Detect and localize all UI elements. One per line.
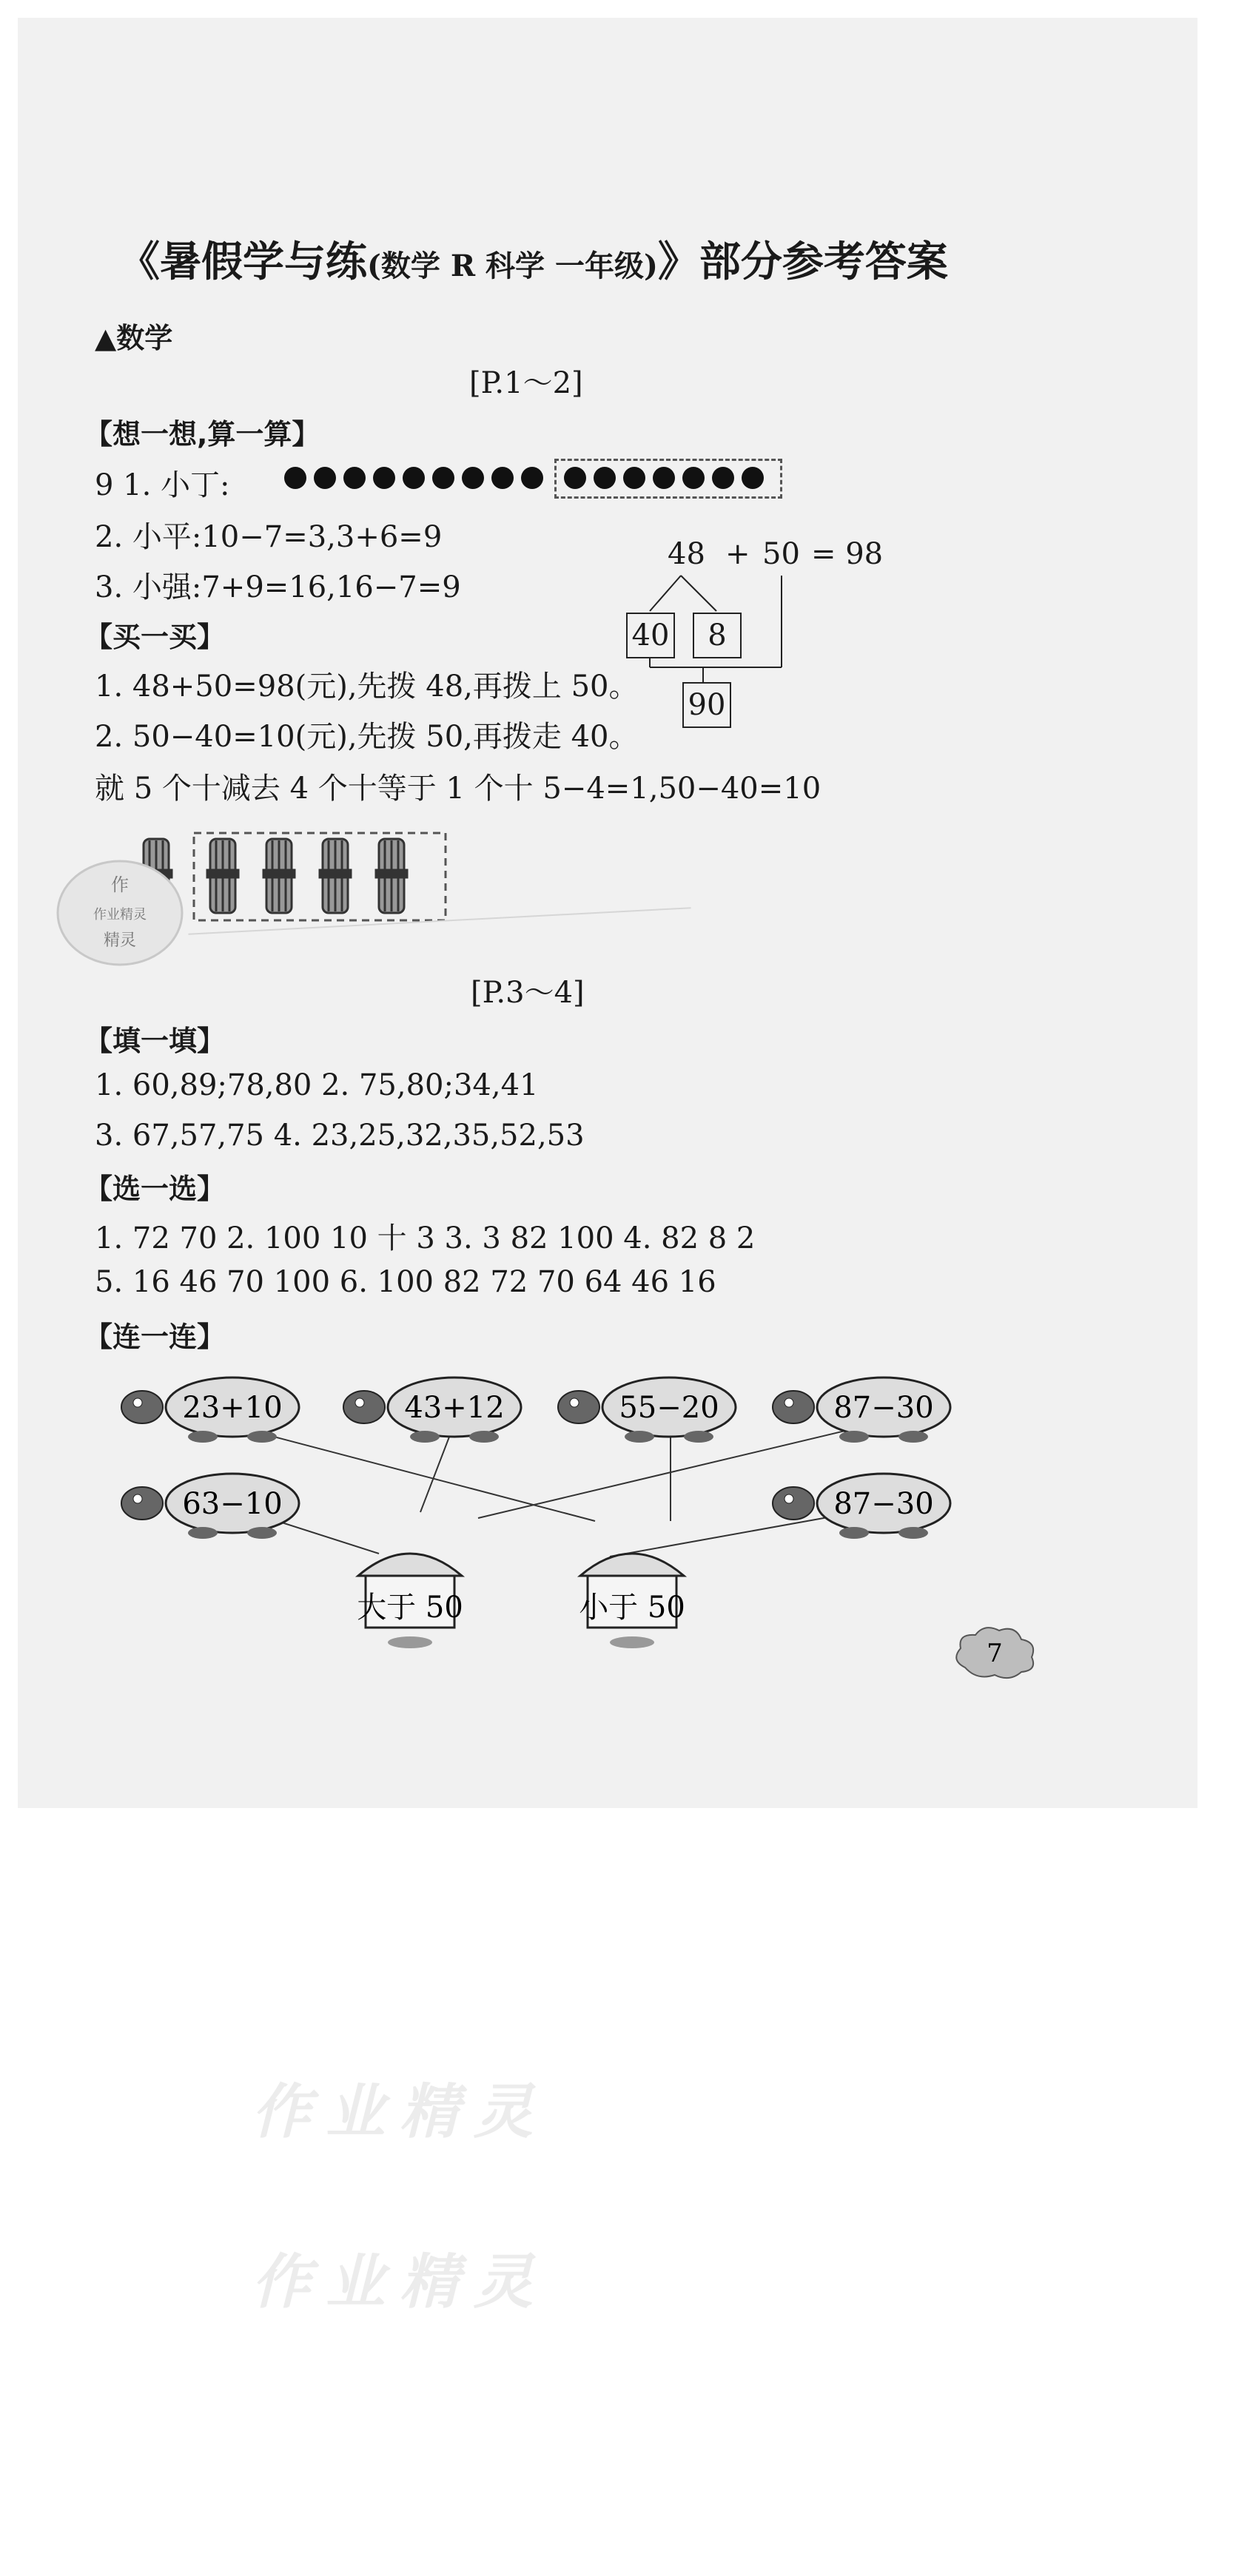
page-number: 7 bbox=[987, 1639, 1003, 1668]
turtle-label: 55−20 bbox=[619, 1391, 719, 1425]
title-subtitle: (数学 R 科学 一年级) bbox=[367, 249, 658, 283]
stick-bundle bbox=[207, 839, 238, 913]
turtle-label: 87−30 bbox=[833, 1391, 934, 1425]
counting-dot bbox=[594, 467, 616, 489]
line-xiaoping: 2. 小平:10−7=3,3+6=9 bbox=[95, 520, 443, 554]
choose-line-1: 1. 72 70 2. 100 10 十 3 3. 3 82 100 4. 82 8 2 bbox=[95, 1221, 756, 1255]
counting-dot bbox=[491, 467, 514, 489]
counting-dot bbox=[432, 467, 454, 489]
split-box-40: 40 bbox=[626, 613, 675, 658]
counting-dot bbox=[564, 467, 586, 489]
homework-stamp bbox=[53, 854, 187, 972]
fill-line-1: 1. 60,89;78,80 2. 75,80;34,41 bbox=[95, 1068, 539, 1102]
split-box-8: 8 bbox=[693, 613, 742, 658]
counting-dot bbox=[284, 467, 306, 489]
turtle-label: 43+12 bbox=[404, 1391, 505, 1425]
buy-line-2: 2. 50−40=10(元),先拨 50,再拨走 40。 bbox=[95, 720, 639, 754]
counting-dot bbox=[314, 467, 336, 489]
connect-diagram bbox=[92, 1364, 1024, 1675]
title-main-close: 》部分参考答案 bbox=[657, 237, 948, 286]
stick-bundle bbox=[376, 839, 407, 913]
counting-dot bbox=[653, 467, 675, 489]
page-number-badge bbox=[950, 1623, 1039, 1682]
counting-dot bbox=[623, 467, 645, 489]
heading-buy: 【买一买】 bbox=[84, 621, 226, 653]
buy-line-1: 1. 48+50=98(元),先拨 48,再拨上 50。 bbox=[95, 670, 639, 704]
counting-dot bbox=[373, 467, 395, 489]
line-xiaoqiang: 3. 小强:7+9=16,16−7=9 bbox=[95, 570, 461, 604]
dots-boxed bbox=[564, 467, 771, 489]
svg-text:作: 作 bbox=[111, 874, 129, 895]
counting-dot bbox=[521, 467, 543, 489]
page-title bbox=[118, 229, 948, 289]
counting-dot bbox=[742, 467, 764, 489]
page-range-1: [P.1～2] bbox=[469, 366, 583, 400]
diagram-result: = 98 bbox=[811, 537, 884, 571]
fill-line-2: 3. 67,57,75 4. 23,25,32,35,52,53 bbox=[95, 1119, 585, 1153]
counting-dot bbox=[343, 467, 366, 489]
diagram-addend-b: 50 bbox=[762, 537, 800, 571]
title-main: 《暑假学与练 bbox=[118, 237, 367, 286]
counting-dot bbox=[712, 467, 734, 489]
house-label: 大于 50 bbox=[357, 1591, 463, 1625]
counting-dot bbox=[462, 467, 484, 489]
counting-dot bbox=[682, 467, 705, 489]
turtle-label: 63−10 bbox=[182, 1487, 283, 1521]
house-label: 小于 50 bbox=[579, 1591, 685, 1625]
choose-line-2: 5. 16 46 70 100 6. 100 82 72 70 64 46 16 bbox=[95, 1265, 716, 1299]
stick-bundle bbox=[263, 839, 295, 913]
line-xiaoding: 9 1. 小丁: bbox=[95, 468, 230, 502]
turtle-label: 87−30 bbox=[833, 1487, 934, 1521]
heading-choose: 【选一选】 bbox=[84, 1173, 226, 1205]
buy-line-3: 就 5 个十减去 4 个十等于 1 个十 5−4=1,50−40=10 bbox=[95, 772, 822, 806]
dots-plain bbox=[284, 467, 551, 489]
counting-dot bbox=[403, 467, 425, 489]
diagram-plus: + bbox=[725, 537, 750, 571]
watermark: 作业精灵 bbox=[252, 2077, 548, 2146]
heading-fill: 【填一填】 bbox=[84, 1025, 226, 1057]
stick-bundle bbox=[320, 839, 351, 913]
sum-box-90: 90 bbox=[682, 682, 731, 728]
svg-text:作业精灵: 作业精灵 bbox=[93, 907, 147, 923]
answer-sheet bbox=[18, 18, 1197, 1808]
section-math: ▲数学 bbox=[95, 322, 173, 354]
heading-connect: 【连一连】 bbox=[84, 1321, 226, 1353]
watermark: 作业精灵 bbox=[252, 2248, 548, 2316]
page-range-2: [P.3～4] bbox=[471, 976, 585, 1010]
svg-text:精灵: 精灵 bbox=[103, 931, 137, 950]
diagram-addend-a: 48 bbox=[668, 537, 705, 571]
heading-think-calc: 【想一想,算一算】 bbox=[84, 418, 320, 451]
turtle-label: 23+10 bbox=[182, 1391, 283, 1425]
